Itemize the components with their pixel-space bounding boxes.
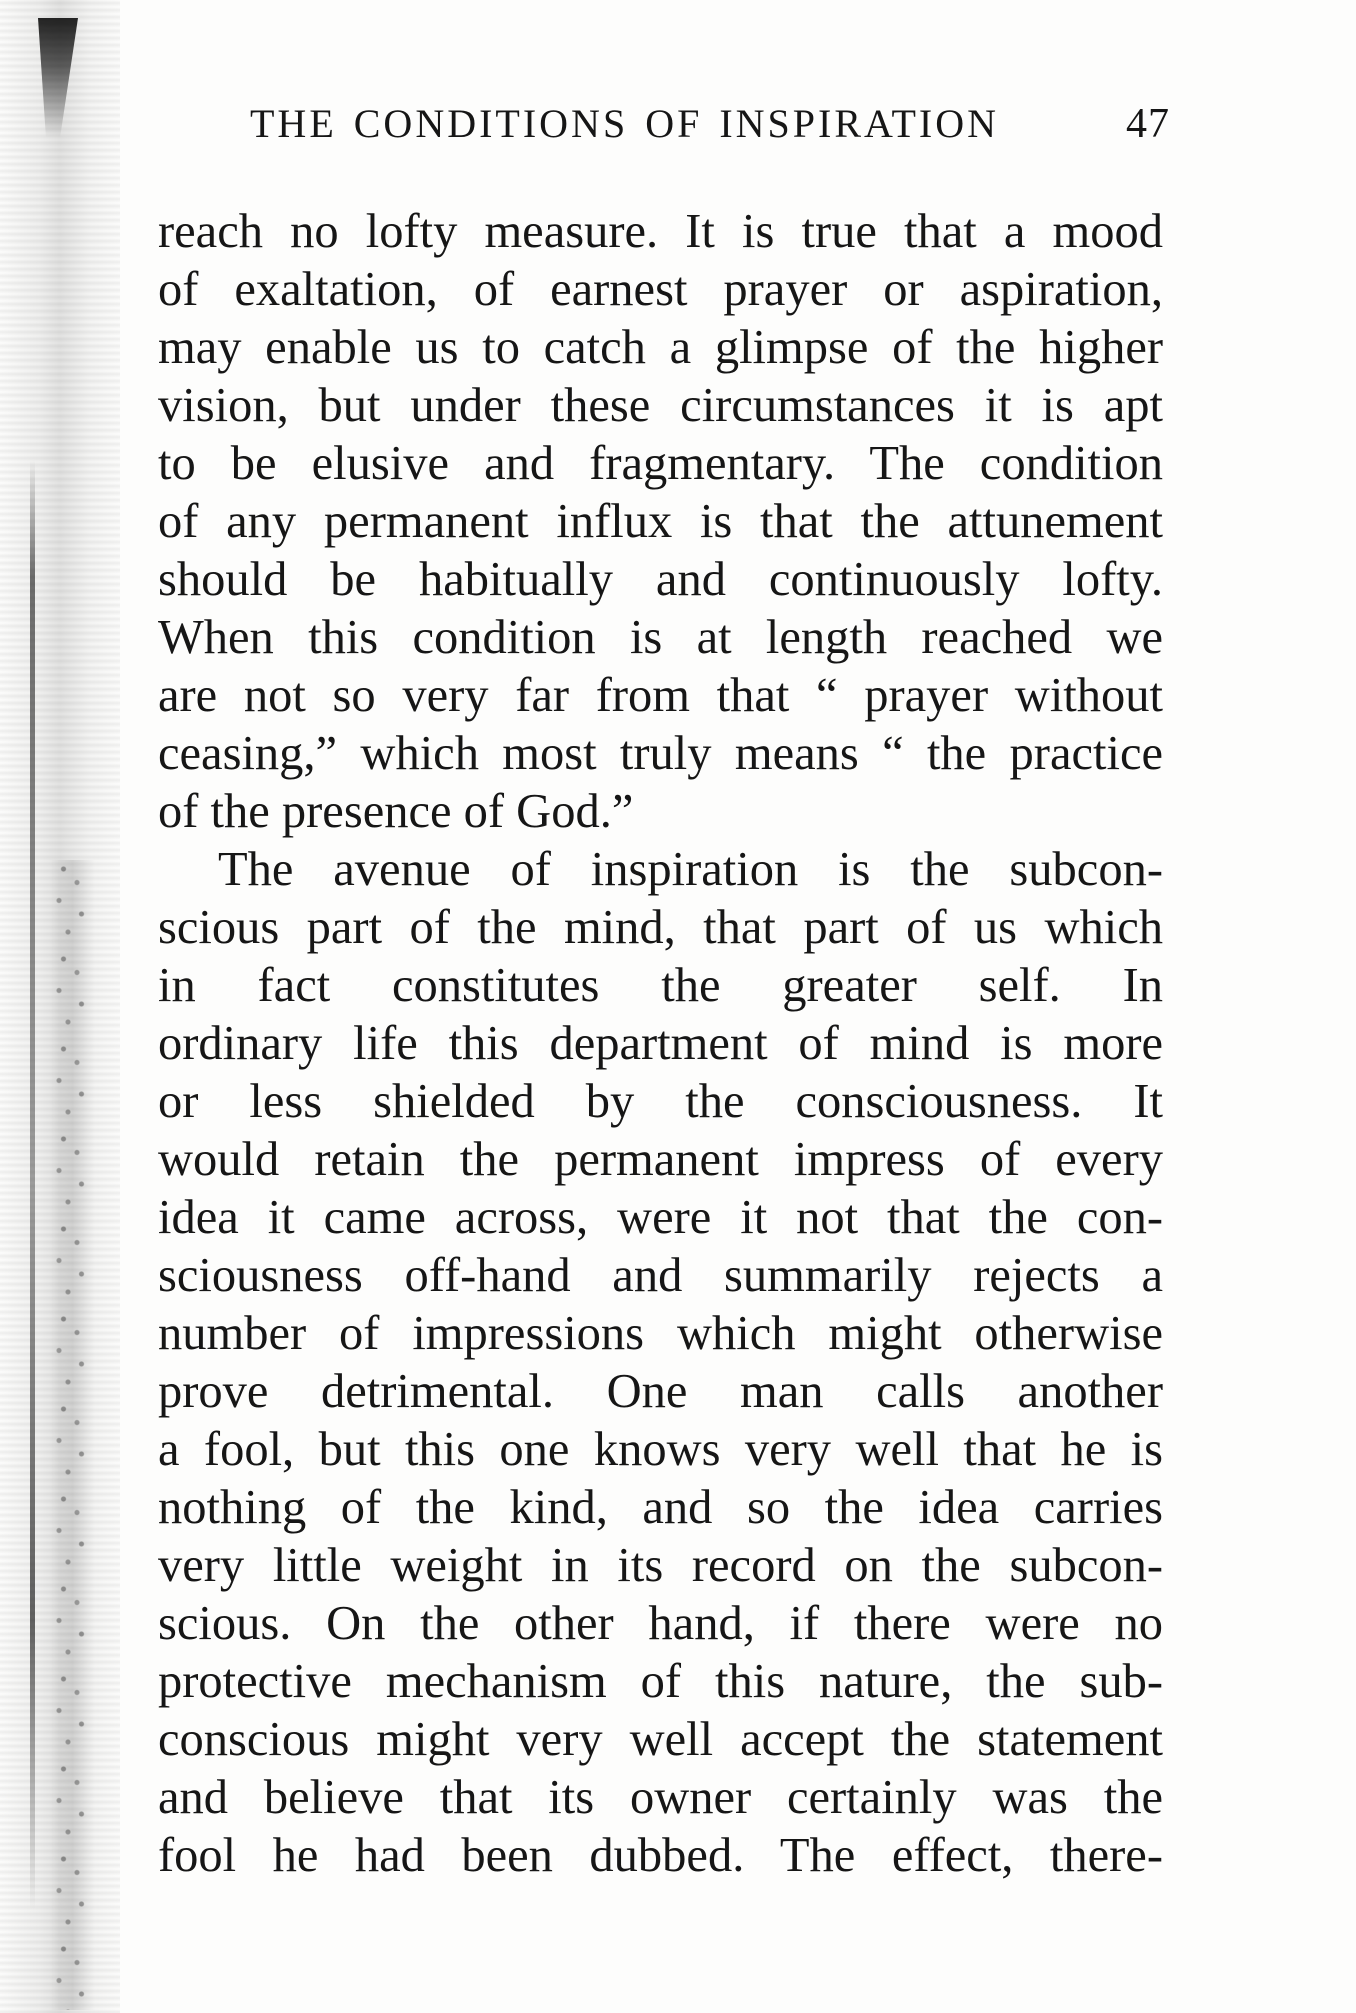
text-line: protective mechanism of this nature, the sub- — [158, 1655, 1163, 1708]
text-line: would retain the permanent impress of every — [158, 1133, 1163, 1186]
text-line: to be elusive and fragmentary. The condition — [158, 437, 1163, 490]
text-line: sciousness off-hand and summarily rejects a — [158, 1249, 1163, 1302]
text-line: conscious might very well accept the statement — [158, 1713, 1163, 1766]
running-head — [250, 100, 1170, 160]
text-line: number of impressions which might otherwise — [158, 1307, 1163, 1360]
text-line: prove detrimental. One man calls another — [158, 1365, 1163, 1418]
text-line: ceasing,” which most truly means “ the practice — [158, 727, 1163, 780]
text-line: are not so very far from that “ prayer without — [158, 669, 1163, 722]
text-line: may enable us to catch a glimpse of the higher — [158, 321, 1163, 374]
text-line: When this condition is at length reached we — [158, 611, 1163, 664]
text-line: or less shielded by the consciousness. It — [158, 1075, 1163, 1128]
scan-binding-line — [30, 460, 35, 1910]
text-line: of exaltation, of earnest prayer or aspiration, — [158, 263, 1163, 316]
body-text — [158, 203, 1163, 1885]
text-line: of any permanent influx is that the attunement — [158, 495, 1163, 548]
text-line: idea it came across, were it not that the con- — [158, 1191, 1163, 1244]
text-line: a fool, but this one knows very well that he is — [158, 1423, 1163, 1476]
text-line: fool he had been dubbed. The effect, there- — [158, 1829, 1163, 1882]
text-line-paragraph-end: of the presence of God.” — [158, 785, 634, 838]
text-line: should be habitually and continuously lofty. — [158, 553, 1163, 606]
page-number: 47 — [1126, 101, 1170, 147]
text-line: very little weight in its record on the subcon- — [158, 1539, 1163, 1592]
running-head-title: THE CONDITIONS OF INSPIRATION — [250, 101, 999, 146]
text-line-paragraph-start: The avenue of inspiration is the subcon- — [218, 843, 1163, 896]
text-line: reach no lofty measure. It is true that a mood — [158, 205, 1163, 258]
scan-speckle — [50, 860, 95, 2010]
text-line: scious part of the mind, that part of us which — [158, 901, 1163, 954]
text-line: and believe that its owner certainly was the — [158, 1771, 1163, 1824]
text-line: ordinary life this department of mind is more — [158, 1017, 1163, 1070]
text-line: nothing of the kind, and so the idea carries — [158, 1481, 1163, 1534]
text-line: in fact constitutes the greater self. In — [158, 959, 1163, 1012]
text-line: vision, but under these circumstances it is apt — [158, 379, 1163, 432]
text-line: scious. On the other hand, if there were no — [158, 1597, 1163, 1650]
